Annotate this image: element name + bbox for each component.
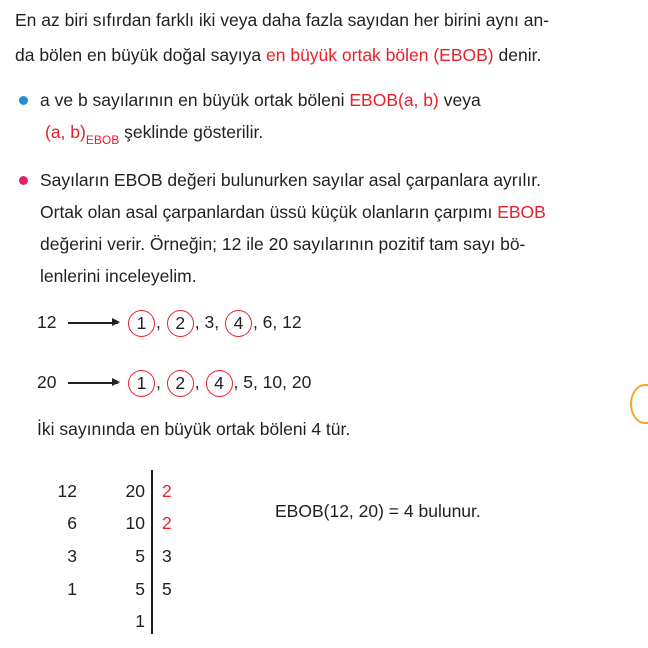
ebob-notation-red: EBOB(a, b) [349, 90, 439, 110]
intro-line-1: En az biri sıfırdan farklı iki veya daha fazla sayıdan her birini aynı an- [15, 10, 550, 30]
separator: , 3, [194, 312, 224, 332]
divisors-20-list [127, 368, 311, 397]
intro-line-2-prefix: da bölen en büyük doğal sayıya [15, 45, 267, 65]
notation-suffix: şeklinde gösterilir. [119, 122, 264, 142]
conclusion-text: İki sayınında en büyük ortak böleni 4 tür. [37, 419, 351, 439]
ebob-definition-term: en büyük ortak bölen (EBOB) [266, 45, 494, 65]
intro-line-2-suffix: denir. [493, 45, 542, 65]
bullet1-line-1 [40, 89, 481, 111]
bullet1-line-2 [45, 121, 263, 145]
circled-divisor: 2 [167, 370, 194, 397]
result-text: EBOB(12, 20) = 4 bulunur. [275, 501, 481, 521]
circled-divisor: 1 [128, 310, 155, 337]
table-factor-cell: 5 [162, 579, 172, 599]
divisors-20-tail: , 5, 10, 20 [233, 372, 312, 392]
bullet2-line-4: lenlerini inceleyelim. [40, 266, 197, 286]
separator: , [156, 372, 161, 392]
table-col2-cell: 1 [135, 611, 145, 631]
table-col1-cell: 12 [57, 481, 77, 501]
table-col2-cell: 20 [125, 481, 145, 501]
bullet2-line-3: değerini verir. Örneğin; 12 ile 20 sayılarının pozitif tam sayı bö- [40, 234, 526, 254]
bullet1-text-b: veya [438, 90, 481, 110]
divisors-12-tail: , 6, 12 [252, 312, 302, 332]
circled-divisor: 2 [167, 310, 194, 337]
separator: , [194, 372, 200, 392]
notation-subscript: EBOB [85, 133, 120, 147]
pink-bullet-icon [19, 176, 28, 185]
bullet1-text-a: a ve b sayılarının en büyük ortak böleni [40, 90, 350, 110]
table-col2-cell: 5 [135, 579, 145, 599]
page-edge-tab[interactable] [630, 384, 648, 424]
table-factor-cell: 2 [162, 481, 172, 501]
circled-divisor: 4 [206, 370, 233, 397]
divisors-12-list [127, 308, 302, 337]
separator: , [156, 312, 161, 332]
circled-divisor: 4 [225, 310, 252, 337]
arrow-12-icon [68, 322, 118, 324]
table-col1-cell: 6 [67, 513, 77, 533]
bullet2-line-1: Sayıların EBOB değeri bulunurken sayılar asal çarpanlara ayrılır. [40, 170, 541, 190]
table-col2-cell: 10 [125, 513, 145, 533]
division-line [151, 470, 153, 634]
bullet2-line-2-prefix: Ortak olan asal çarpanlardan üssü küçük olanların çarpımı [40, 202, 498, 222]
table-col2-cell: 5 [135, 546, 145, 566]
intro-line-2 [15, 44, 541, 66]
arrow-20-icon [68, 382, 118, 384]
blue-bullet-icon [19, 96, 28, 105]
bullet2-ebob-red: EBOB [497, 202, 546, 222]
table-col1-cell: 1 [67, 579, 77, 599]
notation-main: (a, b) [45, 122, 86, 142]
circled-divisor: 1 [128, 370, 155, 397]
bullet2-line-2 [40, 201, 546, 223]
table-col1-cell: 3 [67, 546, 77, 566]
divisors-12-number: 12 [37, 312, 57, 332]
table-factor-cell: 2 [162, 513, 172, 533]
table-factor-cell: 3 [162, 546, 172, 566]
divisors-20-number: 20 [37, 372, 57, 392]
